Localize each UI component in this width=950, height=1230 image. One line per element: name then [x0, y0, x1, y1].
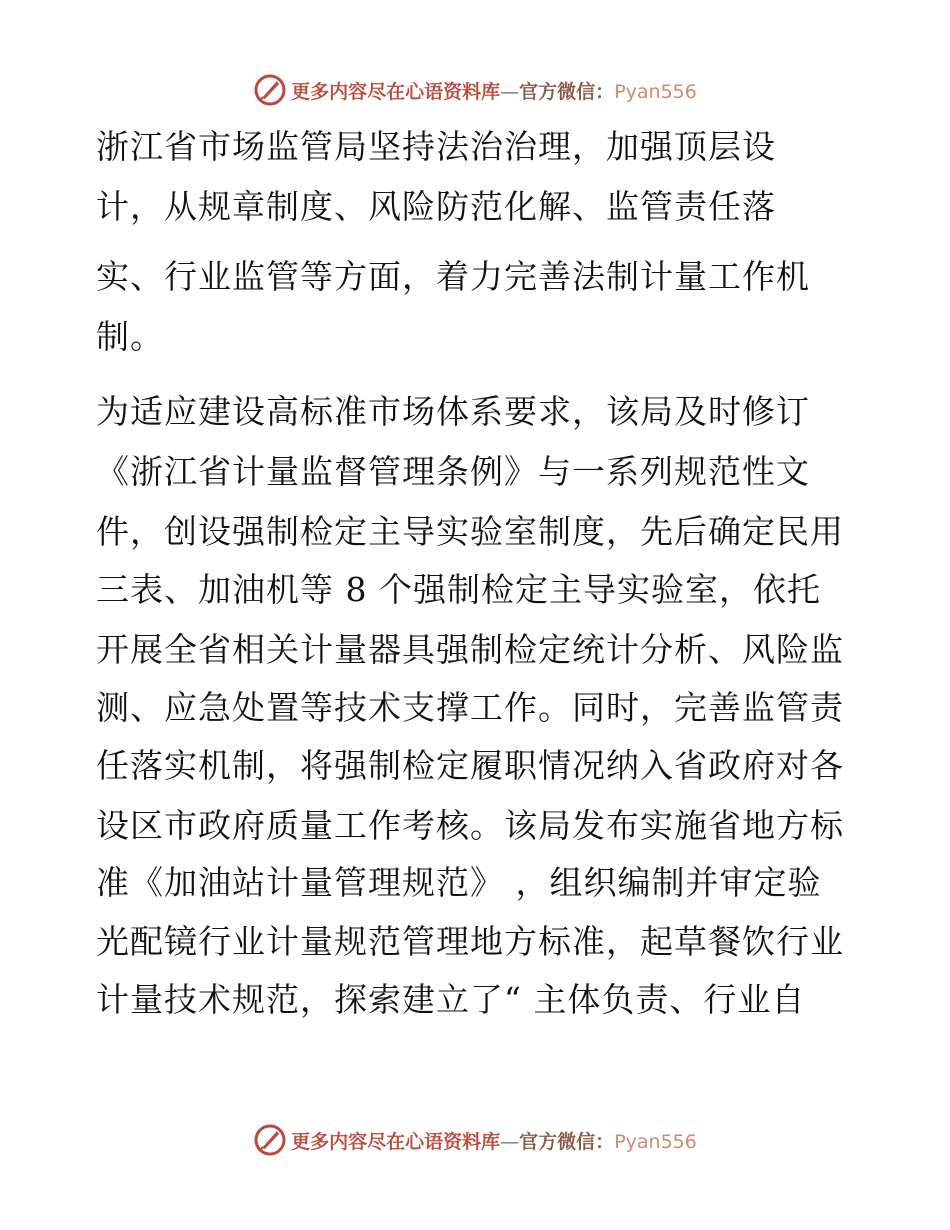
body-line: 计，从规章制度、风险防范化解、监管责任落 — [96, 187, 776, 226]
body-line: 开展全省相关计量器具强制检定统计分析、风险监 — [96, 630, 844, 669]
body-line: 测、应急处置等技术支撑工作。同时，完善监管责 — [96, 688, 844, 727]
body-line: 浙江省市场监管局坚持法治治理，加强顶层设 — [96, 127, 776, 166]
body-line: 三表、加油机等 8 个强制检定主导实验室，依托 — [96, 570, 821, 609]
body-line: 任落实机制，将强制检定履职情况纳入省政府对各 — [96, 746, 844, 785]
body-line: 设区市政府质量工作考核。该局发布实施省地方标 — [96, 806, 844, 845]
body-line: 制。 — [96, 317, 164, 356]
body-line: 《浙江省计量监督管理条例》与一系列规范性文 — [96, 452, 810, 491]
body-line: 准《加油站计量管理规范》 ，组织编制并审定验 — [96, 863, 822, 902]
watermark-wechat-label: 官方微信： — [519, 1130, 615, 1153]
body-line: 为适应建设高标准市场体系要求，该局及时修订 — [96, 392, 810, 431]
body-line: 件，创设强制检定主导实验室制度，先后确定民用 — [96, 512, 844, 551]
watermark-wechat-id: Pyan556 — [614, 80, 697, 103]
watermark-text — [291, 1127, 697, 1154]
body-line: 光配镜行业计量规范管理地方标准，起草餐饮行业 — [96, 922, 844, 961]
watermark-wechat-label: 官方微信： — [519, 80, 615, 103]
watermark-library-text: 更多内容尽在心语资料库 — [291, 80, 501, 103]
watermark-wechat-id: Pyan556 — [614, 1130, 697, 1153]
quill-logo-icon — [253, 1123, 287, 1157]
body-line: 计量技术规范，探索建立了“ 主体负责、行业自 — [96, 980, 806, 1019]
watermark-separator: — — [500, 1130, 520, 1153]
body-line: 实、行业监管等方面，着力完善法制计量工作机 — [96, 257, 810, 296]
watermark-separator: — — [500, 80, 520, 103]
footer-watermark — [0, 1120, 950, 1160]
watermark-library-text: 更多内容尽在心语资料库 — [291, 1130, 501, 1153]
